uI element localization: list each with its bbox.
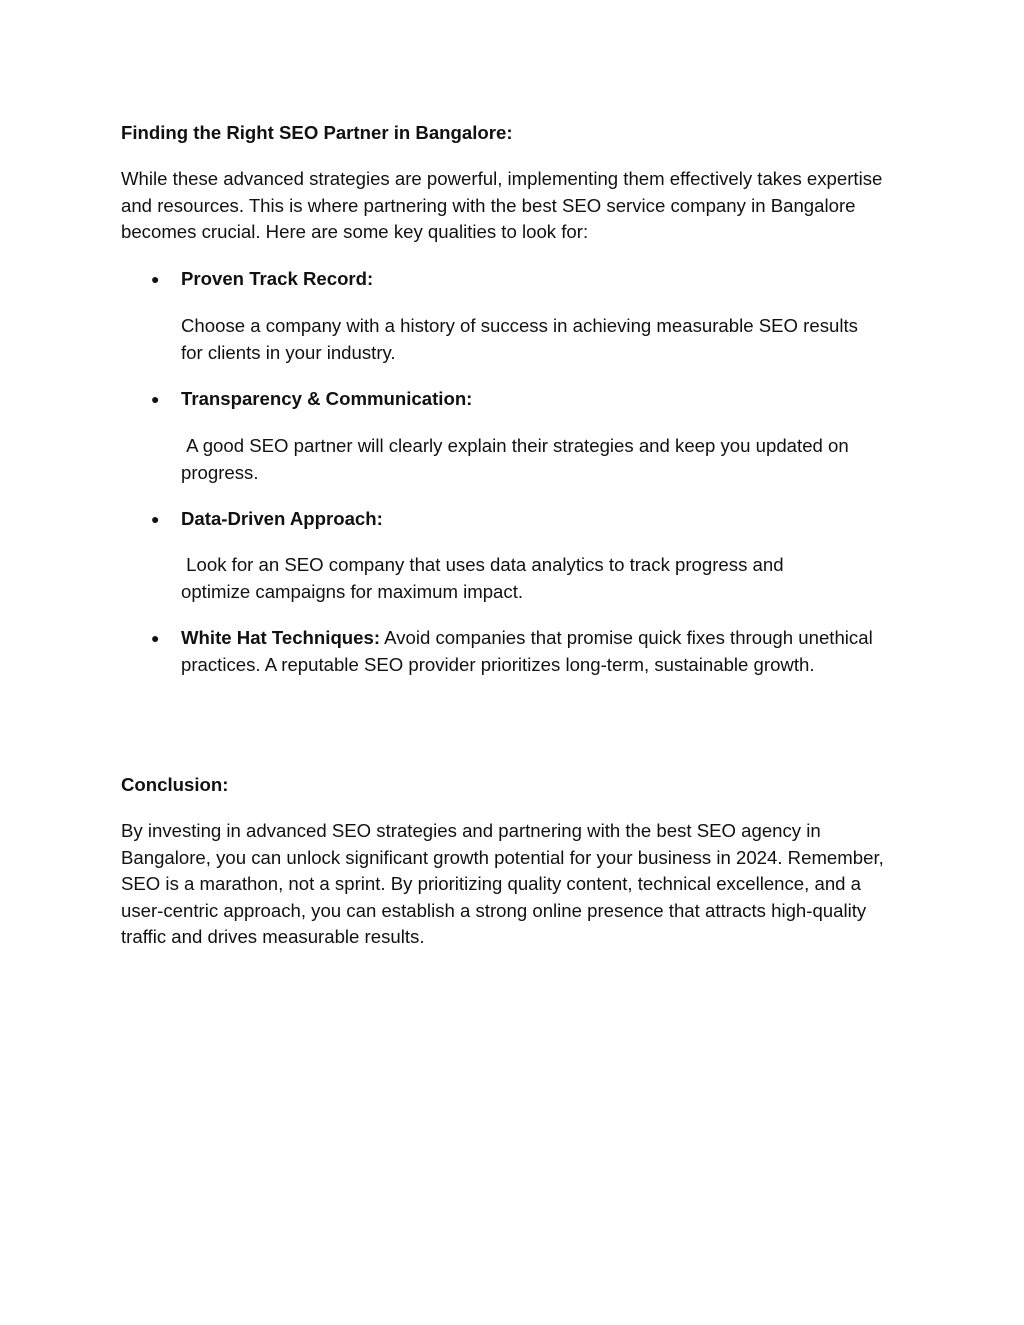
bullet-description: Choose a company with a history of success in achieving measurable SEO results for clients in your industry. <box>181 315 858 363</box>
bullet-description: A good SEO partner will clearly explain their strategies and keep you updated on progress. <box>181 435 854 483</box>
bullet-description: Avoid companies that promise quick fixes through unethical practices. A reputable SEO provider prioritizes long-term, sustainable growth. <box>181 627 878 675</box>
bullet-title: Transparency & Communication: <box>181 388 473 409</box>
bullet-marker: ● <box>151 271 160 287</box>
bullet-marker: ● <box>151 511 160 527</box>
bullet-marker: ● <box>151 630 160 646</box>
section-heading-seo-partner: Finding the Right SEO Partner in Bangalore: <box>121 122 513 143</box>
bullet-title: Proven Track Record: <box>181 268 374 289</box>
conclusion-paragraph: By investing in advanced SEO strategies and partnering with the best SEO agency in Bangalore, you can unlock significant growth potential for your business in 2024. Remember, SEO is a marathon, not a sprint. By prioritizing quality content, technical excellence, and a user-centric approach, you can establish a strong online presence that attracts high-quality traffic and drives measurable results. <box>121 820 884 948</box>
bullet-title: Data-Driven Approach: <box>181 508 383 529</box>
bullet-marker: ● <box>151 391 160 407</box>
bullet-title: White Hat Techniques: <box>181 627 381 648</box>
bullet-paragraph <box>181 625 896 678</box>
intro-paragraph: While these advanced strategies are powerful, implementing them effectively takes expertise and resources. This is where partnering with the best SEO service company in Bangalore becomes crucial. Here are some key qualities to look for: <box>121 168 883 243</box>
section-heading-conclusion: Conclusion: <box>121 774 229 795</box>
bullet-description: Look for an SEO company that uses data analytics to track progress and optimize campaigns for maximum impact. <box>181 554 789 602</box>
